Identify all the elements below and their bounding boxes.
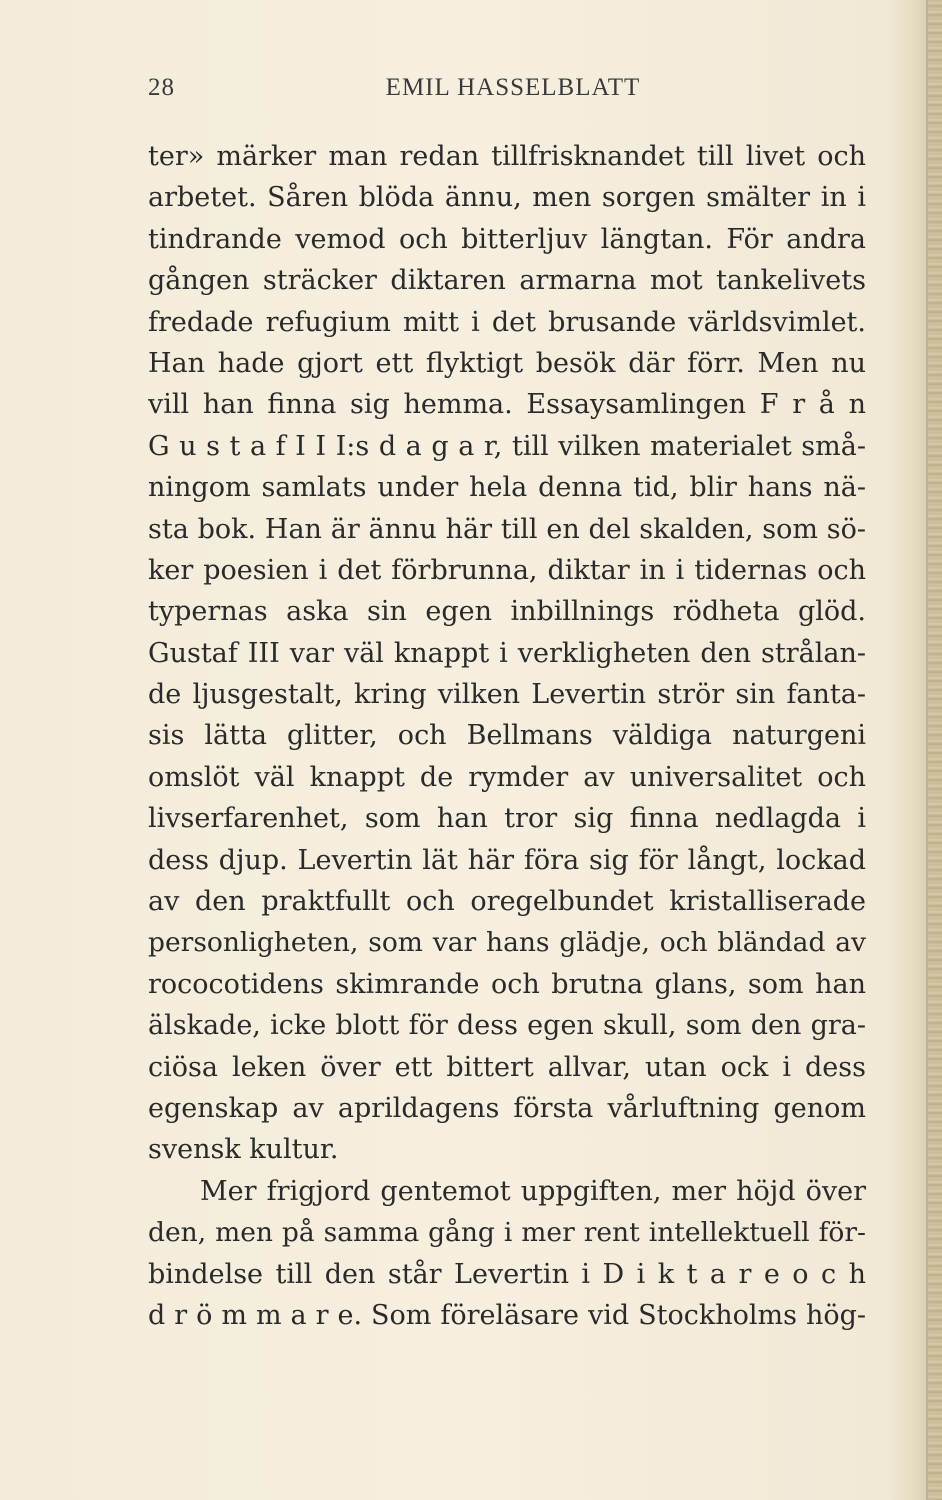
text-line: dess djup. Levertin lät här föra sig för långt, lockad [148,844,866,876]
text-line: egenskap av aprildagens första vårluftning genom [148,1092,866,1124]
text-line: den, men på samma gång i mer rent intellektuell för- [148,1217,866,1249]
text-line: fredade refugium mitt i det brusande världsvimlet. [148,306,866,338]
text-line: livserfarenhet, som han tror sig finna nedlagda i [148,803,866,835]
text-line: älskade, icke blott för dess egen skull, som den gra- [148,1010,866,1042]
text-line: arbetet. Såren blöda ännu, men sorgen smälter in i [148,182,866,214]
text-line: ker poesien i det förbrunna, diktar in i tidernas och [148,554,866,586]
text-line: typernas aska sin egen inbillnings rödheta glöd. [148,596,866,628]
text-line: ciösa leken över ett bittert allvar, utan ock i dess [148,1051,866,1083]
paragraph-start-line: Mer frigjord gentemot uppgiften, mer höjd över [200,1175,866,1207]
text-line: de ljusgestalt, kring vilken Levertin strör sin fanta- [148,679,866,711]
text-line: ter» märker man redan tillfrisknandet till livet och [148,141,866,172]
page-edge [928,0,942,1500]
paragraph-end-line: svensk kultur. [148,1134,339,1166]
text-line: av den praktfullt och oregelbundet kristalliserade [148,886,866,918]
running-head [148,74,864,108]
page-number: 28 [148,74,175,101]
text-line: sta bok. Han är ännu här till en del skalden, som sö- [148,513,866,545]
text-line: Gustaf III var väl knappt i verkligheten den strålan- [148,637,866,669]
text-line: gången sträcker diktaren armarna mot tankelivets [148,265,866,297]
running-head-title: EMIL HASSELBLATT [385,74,641,101]
text-line: G u s t a f I I I:s d a g a r, till vilken materialet små- [148,430,866,462]
text-line: personligheten, som var hans glädje, och bländad av [148,927,866,959]
text-line: bindelse till den står Levertin i D i k t a r e o c h [148,1258,866,1290]
text-line: omslöt väl knappt de rymder av universalitet och [148,761,866,793]
body-text [148,136,866,1336]
text-line: ningom samlats under hela denna tid, blir hans nä- [148,472,866,504]
text-line: rococotidens skimrande och brutna glans, som han [148,968,866,1000]
text-line: d r ö m m a r e. Som föreläsare vid Stockholms hög- [148,1299,866,1331]
text-line: vill han finna sig hemma. Essaysamlingen F r å n [148,389,866,421]
text-line: sis lätta glitter, och Bellmans väldiga naturgeni [148,720,866,752]
text-line: tindrande vemod och bitterljuv längtan. För andra [148,223,866,255]
text-line: Han hade gjort ett flyktigt besök där förr. Men nu [148,347,866,379]
